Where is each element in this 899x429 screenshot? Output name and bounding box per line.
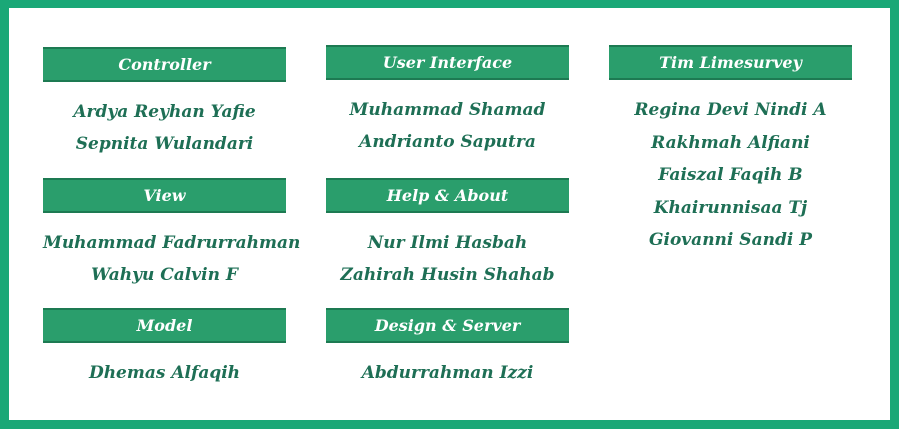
member-name: Nur Ilmi Hasbah (367, 233, 528, 253)
member-list-view (43, 227, 301, 291)
member-name: Sepnita Wulandari (75, 134, 254, 154)
member-name: Muhammad Fadrurrahman (43, 233, 301, 253)
group-header-model: Model (43, 308, 286, 343)
member-name: Rakhmah Alfiani (651, 132, 810, 153)
group-header-user-interface: User Interface (326, 45, 569, 80)
member-name: Regina Devi Nindi A (634, 100, 827, 120)
member-name: Khairunnisaa Tj (653, 197, 808, 218)
member-name: Zahirah Husin Shahab (340, 265, 555, 285)
group-header-controller: Controller (43, 47, 286, 82)
group-controller (43, 47, 286, 160)
member-list-model (43, 357, 286, 389)
member-list-user-interface (326, 94, 569, 158)
group-model (43, 308, 286, 389)
member-list-help-about (326, 227, 569, 291)
member-name: Giovanni Sandi P (648, 230, 812, 250)
member-name: Muhammad Shamad (349, 100, 546, 120)
group-view (43, 178, 301, 291)
group-design-server (326, 308, 569, 389)
member-name: Dhemas Alfaqih (88, 363, 241, 383)
group-header-help-about: Help & About (326, 178, 569, 213)
member-list-design-server (326, 357, 569, 389)
group-header-design-server: Design & Server (326, 308, 569, 343)
member-list-tim-limesurvey (609, 94, 852, 257)
group-tim-limesurvey (609, 45, 852, 257)
member-name: Andrianto Saputra (359, 132, 536, 152)
group-help-about (326, 178, 569, 291)
group-user-interface (326, 45, 569, 158)
member-list-controller (43, 96, 286, 160)
group-header-tim-limesurvey: Tim Limesurvey (609, 45, 852, 80)
member-name: Faiszal Faqih B (658, 165, 803, 185)
group-header-view: View (43, 178, 286, 213)
member-name: Abdurrahman Izzi (361, 363, 534, 383)
member-name: Ardya Reyhan Yafie (73, 102, 256, 122)
member-name: Wahyu Calvin F (91, 265, 238, 285)
